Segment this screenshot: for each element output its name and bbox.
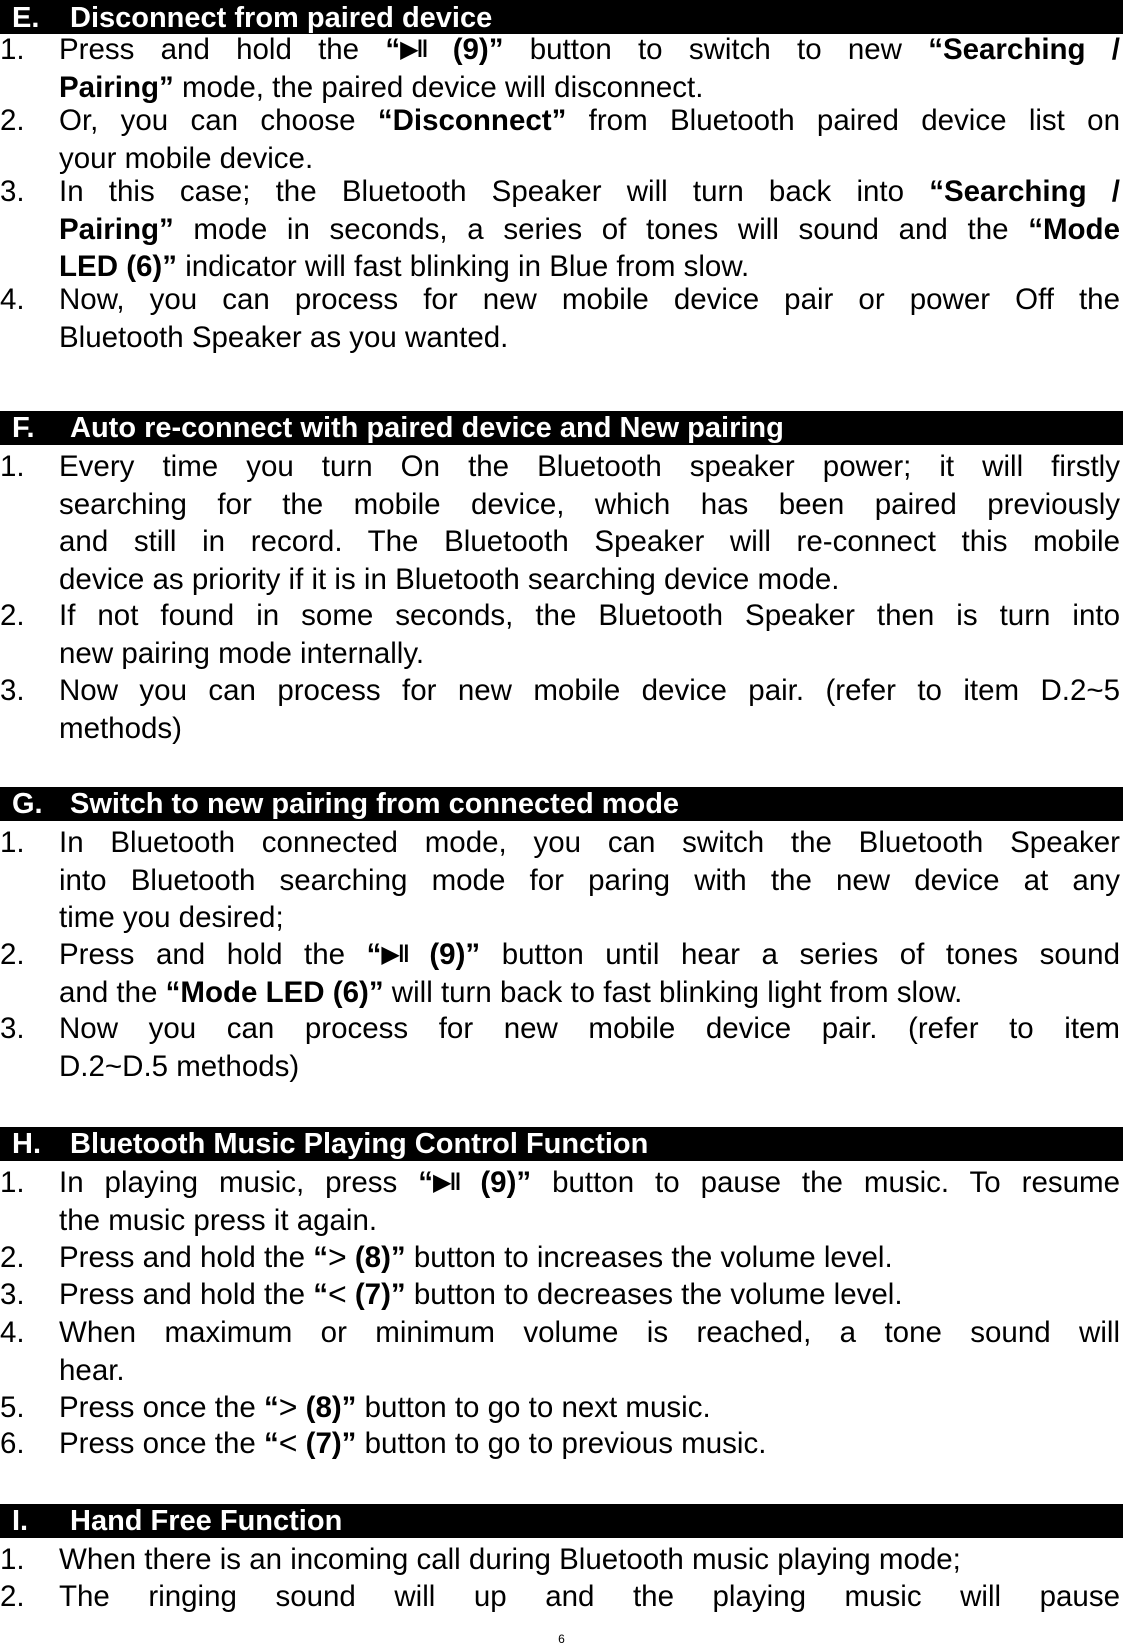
item-number: 6. <box>0 1427 25 1460</box>
item-number: 2. <box>0 1241 25 1274</box>
section-title: Disconnect from paired device <box>70 2 493 34</box>
item-number: 1. <box>0 33 25 66</box>
button-ref: (7)” <box>305 1427 357 1460</box>
button-ref: (9)” <box>429 938 481 971</box>
item-text: Bluetooth Speaker as you wanted. <box>59 320 509 354</box>
play-pause-icon: ▶‖ <box>432 1169 460 1196</box>
item-text: Press and hold the <box>59 938 367 971</box>
section-letter: E. <box>12 2 40 34</box>
item-text: methods) <box>59 711 182 745</box>
option-name: “Disconnect” <box>377 104 567 137</box>
quote-open: “ <box>385 33 401 66</box>
item-text: indicator will fast blinking in Blue from slow. <box>177 250 750 283</box>
item-text: button to go to next music. <box>356 1391 711 1424</box>
item-text: the music press it again. <box>59 1203 378 1237</box>
item-number: 4. <box>0 283 25 316</box>
quote-open: “ <box>263 1391 279 1424</box>
item-number: 2. <box>0 938 25 971</box>
chevron-right-icon: > <box>278 1389 298 1425</box>
item-text: new pairing mode internally. <box>59 636 425 670</box>
item-text: searching for the mobile device, which has been paired previously <box>59 487 1120 521</box>
item-text: When there is an incoming call during Bluetooth music playing mode; <box>59 1543 961 1576</box>
item-text: hear. <box>59 1353 125 1387</box>
item-text: Press and hold the <box>59 1278 314 1311</box>
item-text: button to pause the music. To resume <box>531 1166 1120 1199</box>
play-pause-icon: ▶‖ <box>381 941 408 968</box>
section-letter: I. <box>12 1505 29 1537</box>
item-number: 1. <box>0 1543 25 1576</box>
section-header-e <box>0 0 1123 34</box>
button-ref: (9)” <box>452 33 504 66</box>
item-text: button to decreases the volume level. <box>405 1278 903 1311</box>
item-text: Press once the <box>59 1427 264 1460</box>
item-number: 3. <box>0 1278 25 1311</box>
item-text: button to go to previous music. <box>356 1427 767 1460</box>
item-number: 2. <box>0 599 25 632</box>
button-ref: (8)” <box>305 1391 357 1424</box>
item-text: In this case; the Bluetooth Speaker will turn back into <box>59 175 930 208</box>
item-text: D.2~D.5 methods) <box>59 1049 300 1083</box>
indicator-name: “Mode LED (6)” <box>165 975 384 1009</box>
item-text: Or, you can choose <box>59 104 378 137</box>
mode-name: “Searching / <box>929 175 1120 208</box>
item-text: and still in record. The Bluetooth Speaker will re-connect this mobile <box>59 525 1120 558</box>
item-text: Now you can process for new mobile device pair. (refer to item D.2~5 <box>59 674 1120 707</box>
item-text: mode, the paired device will disconnect. <box>173 70 704 104</box>
mode-name: “Searching / <box>928 33 1120 66</box>
section-header-f <box>0 411 1123 445</box>
item-text: Now you can process for new mobile device pair. (refer to item <box>59 1012 1120 1045</box>
item-text: button to switch to new <box>503 33 929 66</box>
indicator-name: “Mode <box>1028 212 1120 246</box>
item-text: Every time you turn On the Bluetooth speaker power; it will firstly <box>59 450 1120 483</box>
item-text: Press once the <box>59 1391 264 1424</box>
section-title: Auto re-connect with paired device and New pairing <box>70 412 784 444</box>
mode-name: Pairing” <box>59 212 174 246</box>
item-number: 1. <box>0 826 25 859</box>
section-title: Switch to new pairing from connected mode <box>70 788 680 820</box>
section-title: Hand Free Function <box>70 1505 343 1537</box>
item-text: Press and hold the <box>59 33 386 66</box>
quote-open: “ <box>366 938 382 971</box>
item-text: When maximum or minimum volume is reached, a tone sound will <box>59 1316 1120 1349</box>
play-pause-icon: ▶‖ <box>400 36 427 63</box>
item-number: 1. <box>0 450 25 483</box>
button-ref: (8)” <box>354 1241 406 1274</box>
item-text: time you desired; <box>59 901 284 934</box>
item-text: If not found in some seconds, the Bluetooth Speaker then is turn into <box>59 599 1120 632</box>
item-text: and the <box>59 975 166 1009</box>
quote-open: “ <box>263 1427 279 1460</box>
item-number: 2. <box>0 1580 25 1613</box>
section-header-g <box>0 787 1123 821</box>
button-ref: (9)” <box>480 1166 532 1199</box>
quote-open: “ <box>313 1241 328 1274</box>
item-number: 2. <box>0 104 25 137</box>
item-text: mode in seconds, a series of tones will sound and the <box>173 212 1029 246</box>
button-ref: (7)” <box>354 1278 406 1311</box>
item-text: Press and hold the <box>59 1241 314 1274</box>
item-text: button until hear a series of tones sound <box>480 938 1120 971</box>
chevron-right-icon: > <box>327 1239 347 1275</box>
mode-name: Pairing” <box>59 70 174 104</box>
section-letter: G. <box>12 788 43 820</box>
chevron-left-icon: < <box>278 1425 298 1461</box>
section-letter: F. <box>12 412 35 444</box>
quote-open: “ <box>418 1166 433 1199</box>
item-text: device as priority if it is in Bluetooth searching device mode. <box>59 562 840 596</box>
item-number: 5. <box>0 1391 25 1424</box>
item-number: 3. <box>0 674 25 707</box>
chevron-left-icon: < <box>327 1276 347 1312</box>
item-text: from Bluetooth paired device list on <box>566 104 1120 137</box>
page-number: 6 <box>558 1632 565 1646</box>
indicator-name: LED (6)” <box>59 250 177 283</box>
item-text: will turn back to fast blinking light from slow. <box>383 975 963 1009</box>
section-letter: H. <box>12 1128 41 1160</box>
item-number: 4. <box>0 1316 25 1349</box>
item-text: The ringing sound will up and the playing music will pause <box>59 1580 1120 1613</box>
item-text: button to increases the volume level. <box>405 1241 893 1274</box>
item-number: 3. <box>0 1012 25 1045</box>
item-text: your mobile device. <box>59 141 314 175</box>
section-title: Bluetooth Music Playing Control Function <box>70 1128 649 1160</box>
item-text: In Bluetooth connected mode, you can switch the Bluetooth Speaker <box>59 826 1120 859</box>
item-text: Now, you can process for new mobile device pair or power Off the <box>59 283 1120 316</box>
item-text: In playing music, press <box>59 1166 419 1199</box>
quote-open: “ <box>313 1278 328 1311</box>
item-number: 1. <box>0 1166 25 1199</box>
section-header-h <box>0 1127 1123 1161</box>
item-number: 3. <box>0 175 25 208</box>
item-text: into Bluetooth searching mode for paring with the new device at any <box>59 863 1120 897</box>
section-header-i <box>0 1504 1123 1538</box>
